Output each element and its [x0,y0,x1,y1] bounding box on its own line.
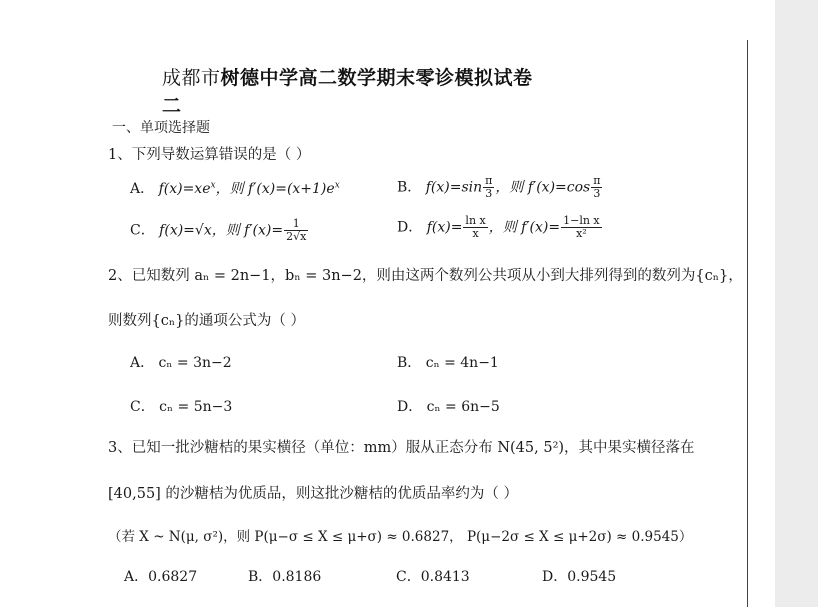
q3-option-c: C．0.8413 [396,569,470,585]
q3-option-b: B．0.8186 [248,569,322,585]
q1-option-b: B． f(x)=sin $\frac{\pi}{3}$ ，则 f′(x)=cos $\frac{\pi}{3}$ [397,174,601,200]
q1-option-c: C． f(x)=√x，则 f′(x)= $\frac{1}{2√x}$ [130,217,307,243]
question-2-stem-line2: 则数列{cₙ}的通项公式为（ ） [108,313,305,329]
q1-option-a: A． $f(x)=xe^x$，则 $f'(x)=(x+1)e^x$ [130,180,340,197]
q3-option-a: A．0.6827 [124,569,198,585]
question-1-stem: 1、下列导数运算错误的是（ ） [108,147,311,163]
page-title [162,63,533,90]
scrollbar-gutter[interactable] [775,0,818,607]
fraction: $\frac{\text{1−ln x}}{\text{x²}}$ [563,214,600,240]
question-3-stem-line2: [40,55] 的沙糖桔为优质品，则这批沙糖桔的优质品率约为（ ） [108,486,519,502]
q1-option-d: D． f(x)= $\frac{\text{ln x}}{x}$ ，则 f′(x)= $\frac{\text{1−ln x}}{\text{x²}}$ [397,214,600,240]
section-heading: 一、单项选择题 [112,120,210,136]
title-city: 成都市 [162,67,221,89]
q2-option-d: D． cₙ = 6n−5 [397,399,500,415]
paper-edge [747,40,748,607]
question-3-hint: （若 X ~ N(μ, σ²)，则 P(μ−σ ≤ X ≤ μ+σ) ≈ 0.6827， P(μ−2σ ≤ X ≤ μ+2σ) ≈ 0.9545） [108,529,693,545]
q2-option-b: B． cₙ = 4n−1 [397,355,499,371]
fraction: $\frac{1}{2√x}$ [286,217,307,243]
q2-option-c: C． cₙ = 5n−3 [130,399,233,415]
fraction: $\frac{\text{ln x}}{x}$ [465,214,486,240]
fraction: $\frac{\pi}{3}$ [593,174,601,200]
page-title-line2: 二 [162,95,182,117]
fraction: $\frac{\pi}{3}$ [485,174,493,200]
question-2-stem-line1: 2、已知数列 aₙ = 2n−1，bₙ = 3n−2，则由这两个数列公共项从小到大排列得到的数列为{cₙ}， [108,268,743,284]
q2-option-a: A． cₙ = 3n−2 [130,355,232,371]
title-main: 树德中学高二数学期末零诊模拟试卷 [220,67,533,89]
q3-option-d: D．0.9545 [542,569,617,585]
question-3-stem-line1: 3、已知一批沙糖桔的果实横径（单位：mm）服从正态分布 N(45, 5²)，其中果实横径落在 [108,440,695,456]
